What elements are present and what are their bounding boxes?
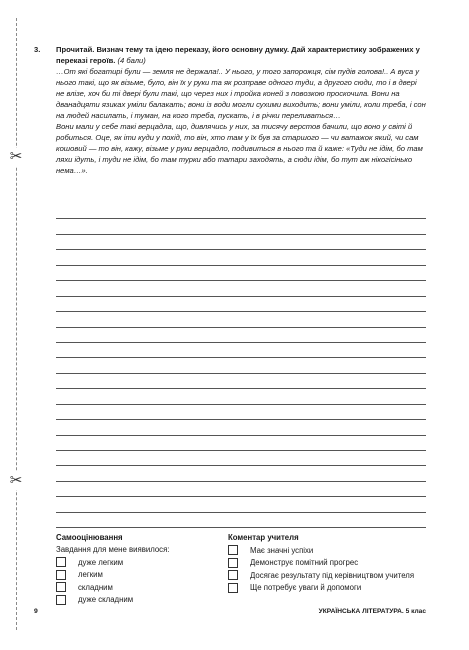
- self-option[interactable]: [56, 594, 221, 607]
- checkbox-icon[interactable]: [56, 570, 66, 580]
- checkbox-icon[interactable]: [228, 570, 238, 580]
- self-option[interactable]: [56, 581, 221, 594]
- text-paragraph: Вони мали у себе такі верцадла, що, дивлячись у них, за тисячу верстов бачили, що воно у світі й робиться. Оце, як іти куди у похід, то він, хто там у їх був за старшого — чи ватажок який, чи сам кошовий — то він, кажу, візьме у руки верцадло, подивиться в нього та й каже: «Туди не ідім, бо там ляхи ідуть, і туди не ідім, бо там турки або татари заходять, а сюди ідім, бо тут аж нікогісінько нема…».: [56, 122, 423, 175]
- self-option[interactable]: [56, 569, 221, 582]
- answer-line[interactable]: [56, 266, 426, 281]
- task-points: (4 бали): [117, 56, 146, 65]
- scissors-icon: ✂: [7, 148, 25, 166]
- task-number: 3.: [34, 45, 41, 54]
- self-option-label: дуже легким: [78, 557, 124, 567]
- task-3: [34, 44, 426, 176]
- answer-line[interactable]: [56, 219, 426, 234]
- answer-line[interactable]: [56, 250, 426, 265]
- answer-line[interactable]: [56, 374, 426, 389]
- answer-line[interactable]: [56, 297, 426, 312]
- answer-line[interactable]: [56, 451, 426, 466]
- checkbox-icon[interactable]: [228, 545, 238, 555]
- teacher-option-label: Ще потребує уваги й допомоги: [250, 583, 362, 593]
- self-assessment: [56, 532, 221, 606]
- task-heading: Прочитай. Визнач тему та ідею переказу, його основну думку. Дай характеристику зображених у переказі героїв.: [56, 45, 420, 65]
- answer-line[interactable]: [56, 358, 426, 373]
- checkbox-icon[interactable]: [56, 582, 66, 592]
- teacher-option[interactable]: [228, 544, 428, 557]
- checkbox-icon[interactable]: [56, 557, 66, 567]
- self-option[interactable]: [56, 556, 221, 569]
- checkbox-icon[interactable]: [56, 595, 66, 605]
- checkbox-icon[interactable]: [228, 583, 238, 593]
- answer-line[interactable]: [56, 328, 426, 343]
- text-paragraph: …От які богатирі були — земля не держала!.. У нього, у того запорожця, сім пудів голова!.. А вуса у нього такі, що як візьме, було, він їх у руки та як розправе одного туди, а другого сюди, то і в двері не влізе, хоч би ті двері були такі, що через них і тройка коней з повозкою проскочила. Вони на дванадцяти язиках уміли балакать; вони із води могли сухими виходить; вони уміли, коли треба, і сон на людей насилать, і туман, на кого треба, пускать, і в річки переливаться…: [56, 67, 426, 120]
- checkbox-icon[interactable]: [228, 558, 238, 568]
- teacher-option-label: Має значні успіхи: [250, 545, 314, 555]
- answer-line[interactable]: [56, 466, 426, 481]
- answer-line[interactable]: [56, 405, 426, 420]
- self-option-label: дуже складним: [78, 595, 134, 605]
- book-title: УКРАЇНСЬКА ЛІТЕРАТУРА. 5 клас: [318, 608, 426, 615]
- teacher-comment: [228, 532, 428, 594]
- task-body: [56, 44, 426, 176]
- teacher-option[interactable]: [228, 569, 428, 582]
- teacher-comment-title: Коментар учителя: [228, 533, 299, 542]
- answer-line[interactable]: [56, 204, 426, 219]
- page-number: 9: [34, 608, 38, 615]
- self-option-label: легким: [78, 570, 103, 580]
- answer-line[interactable]: [56, 343, 426, 358]
- self-assessment-subtitle: Завдання для мене виявилося:: [56, 545, 170, 554]
- teacher-option[interactable]: [228, 557, 428, 570]
- answer-line[interactable]: [56, 420, 426, 435]
- answer-lines[interactable]: [56, 204, 426, 528]
- teacher-option[interactable]: [228, 582, 428, 595]
- scissors-icon: ✂: [7, 472, 25, 490]
- answer-line[interactable]: [56, 482, 426, 497]
- teacher-option-label: Демонструє помітний прогрес: [250, 558, 359, 568]
- answer-line[interactable]: [56, 436, 426, 451]
- answer-line[interactable]: [56, 389, 426, 404]
- answer-line[interactable]: [56, 235, 426, 250]
- answer-line[interactable]: [56, 312, 426, 327]
- cut-line: [16, 18, 17, 630]
- answer-line[interactable]: [56, 513, 426, 528]
- self-assessment-title: Самооцінювання: [56, 533, 123, 542]
- self-option-label: складним: [78, 582, 113, 592]
- answer-line[interactable]: [56, 281, 426, 296]
- answer-line[interactable]: [56, 497, 426, 512]
- teacher-option-label: Досягає результату під керівництвом учителя: [250, 570, 415, 580]
